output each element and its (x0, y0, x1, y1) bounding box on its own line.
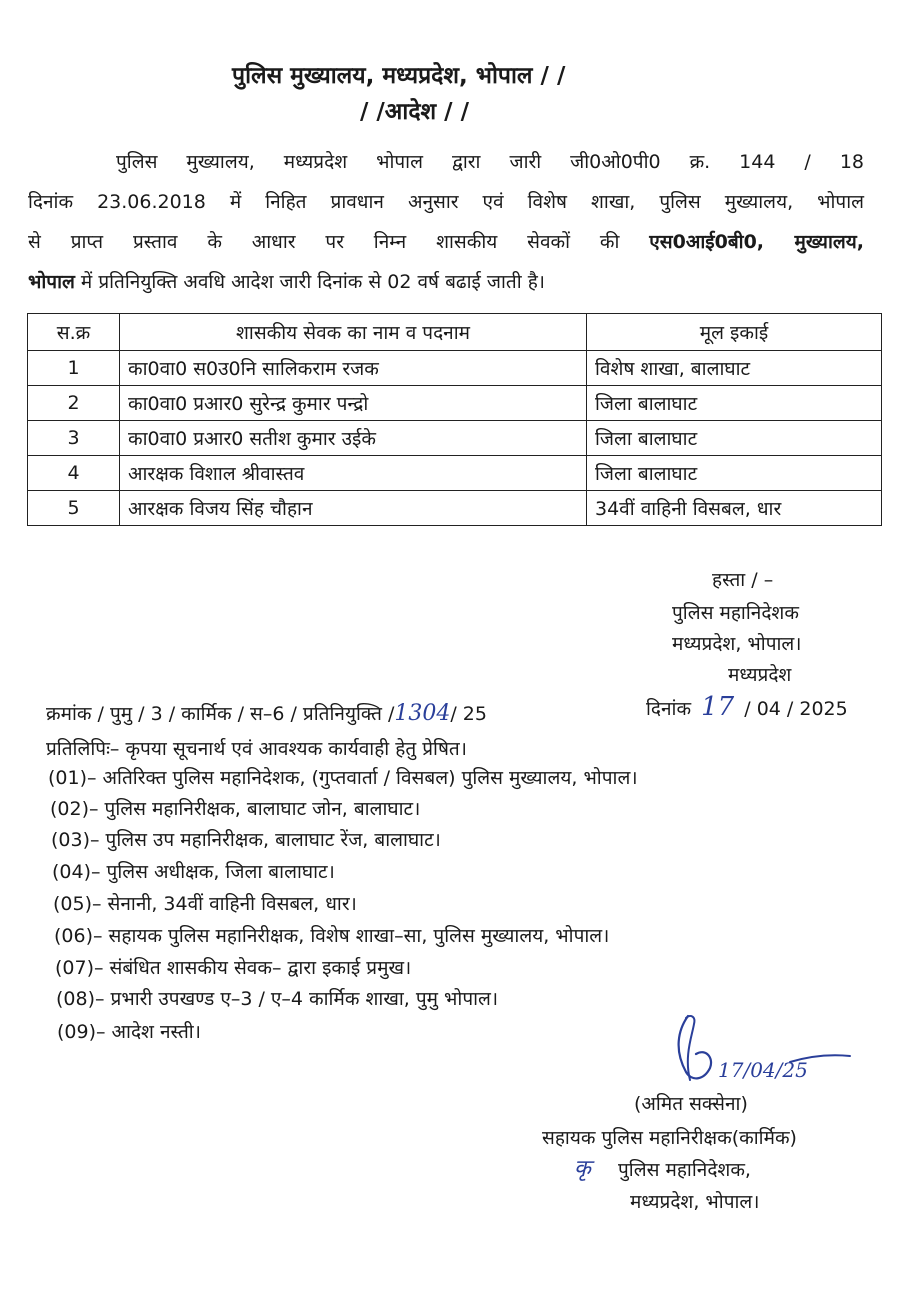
cell-name: का0वा0 प्रआर0 सतीश कुमार उईके (120, 421, 587, 456)
handwritten-sign-date: 17/04/25 (718, 1058, 808, 1082)
body-paragraph (28, 142, 864, 302)
copy-item: (02)– पुलिस महानिरीक्षक, बालाघाट जोन, बालाघाट। (50, 798, 421, 820)
table-row (28, 421, 882, 456)
signatory-name: (अमित सक्सेना) (634, 1093, 748, 1115)
cell-name: का0वा0 स0उ0नि सालिकराम रजक (120, 351, 587, 386)
date-rest: / 04 / 2025 (744, 698, 848, 720)
signatory-designation: सहायक पुलिस महानिरीक्षक(कार्मिक) (542, 1127, 797, 1149)
copy-item: (01)– अतिरिक्त पुलिस महानिदेशक, (गुप्तवार्ता / विसबल) पुलिस मुख्यालय, भोपाल। (48, 767, 638, 789)
signatory-office: पुलिस महानिदेशक, (618, 1159, 751, 1181)
handwritten-date-day: 17 (701, 692, 735, 722)
cell-unit: 34वीं वाहिनी विसबल, धार (587, 491, 882, 526)
cell-name: का0वा0 प्रआर0 सुरेन्द्र कुमार पन्द्रो (120, 386, 587, 421)
cell-unit: जिला बालाघाट (587, 386, 882, 421)
col-header-name: शासकीय सेवक का नाम व पदनाम (120, 314, 587, 351)
officers-table (27, 313, 882, 526)
para-line-3 (28, 222, 864, 262)
office-header: पुलिस मुख्यालय, मध्यप्रदेश, भोपाल / / (232, 63, 566, 89)
table-row (28, 456, 882, 491)
copy-item: (08)– प्रभारी उपखण्ड ए–3 / ए–4 कार्मिक शाखा, पुमु भोपाल। (56, 988, 499, 1010)
cell-name: आरक्षक विशाल श्रीवास्तव (120, 456, 587, 491)
cell-unit: जिला बालाघाट (587, 421, 882, 456)
col-header-sno: स.क्र (28, 314, 120, 351)
reference-number (46, 700, 487, 726)
cell-unit: विशेष शाखा, बालाघाट (587, 351, 882, 386)
copy-item: (05)– सेनानी, 34वीं वाहिनी विसबल, धार। (53, 893, 357, 915)
cell-sno: 4 (28, 456, 120, 491)
copy-item: (03)– पुलिस उप महानिरीक्षक, बालाघाट रेंज, बालाघाट। (51, 829, 441, 851)
for-mark: कृ (574, 1156, 591, 1181)
copy-item: (04)– पुलिस अधीक्षक, जिला बालाघाट। (52, 861, 335, 883)
reference-number-year: / 25 (450, 703, 487, 725)
copy-intro: प्रतिलिपिः– कृपया सूचनार्थ एवं आवश्यक कार्यवाही हेतु प्रेषित। (46, 738, 467, 760)
sig-signed: हस्ता / – (712, 569, 774, 591)
date-label: दिनांक (646, 698, 692, 720)
reference-date (646, 692, 848, 722)
para-line-2: दिनांक 23.06.2018 में निहित प्रावधान अनुसार एवं विशेष शाखा, पुलिस मुख्यालय, भोपाल (28, 191, 864, 213)
signature-scribble-icon (660, 1010, 860, 1100)
cell-name: आरक्षक विजय सिंह चौहान (120, 491, 587, 526)
cell-sno: 3 (28, 421, 120, 456)
signatory-place: मध्यप्रदेश, भोपाल। (630, 1191, 760, 1213)
copy-item: (09)– आदेश नस्ती। (57, 1021, 201, 1043)
col-header-unit: मूल इकाई (587, 314, 882, 351)
sig-place: मध्यप्रदेश, भोपाल। (672, 633, 802, 655)
para-line-4-text: में प्रतिनियुक्ति अवधि आदेश जारी दिनांक से 02 वर्ष बढाई जाती है। (74, 271, 546, 293)
cell-unit: जिला बालाघाट (587, 456, 882, 491)
copy-item: (07)– संबंधित शासकीय सेवक– द्वारा इकाई प्रमुख। (55, 957, 412, 979)
unit-place-bold: भोपाल (28, 271, 75, 293)
cell-sno: 1 (28, 351, 120, 386)
para-line-3-text: से प्राप्त प्रस्ताव के आधार पर निम्न शासकीय सेवकों की (28, 231, 650, 253)
table-row (28, 491, 882, 526)
order-title: / /आदेश / / (360, 99, 469, 125)
handwritten-dispatch-number: 1304 (394, 701, 451, 726)
reference-number-text: क्रमांक / पुमु / 3 / कार्मिक / स–6 / प्रतिनियुक्ति / (46, 703, 395, 725)
table-header-row (28, 314, 882, 351)
cell-sno: 5 (28, 491, 120, 526)
sig-state: मध्यप्रदेश (728, 664, 792, 686)
unit-name-bold: एस0आई0बी0, मुख्यालय, (649, 231, 864, 253)
para-line-1: पुलिस मुख्यालय, मध्यप्रदेश भोपाल द्वारा जारी जी0ओ0पी0 क्र. 144 / 18 (116, 151, 864, 173)
cell-sno: 2 (28, 386, 120, 421)
para-line-4 (28, 262, 864, 302)
table-row (28, 386, 882, 421)
copy-item: (06)– सहायक पुलिस महानिरीक्षक, विशेष शाखा–सा, पुलिस मुख्यालय, भोपाल। (54, 925, 610, 947)
table-row (28, 351, 882, 386)
sig-designation: पुलिस महानिदेशक (672, 602, 799, 624)
